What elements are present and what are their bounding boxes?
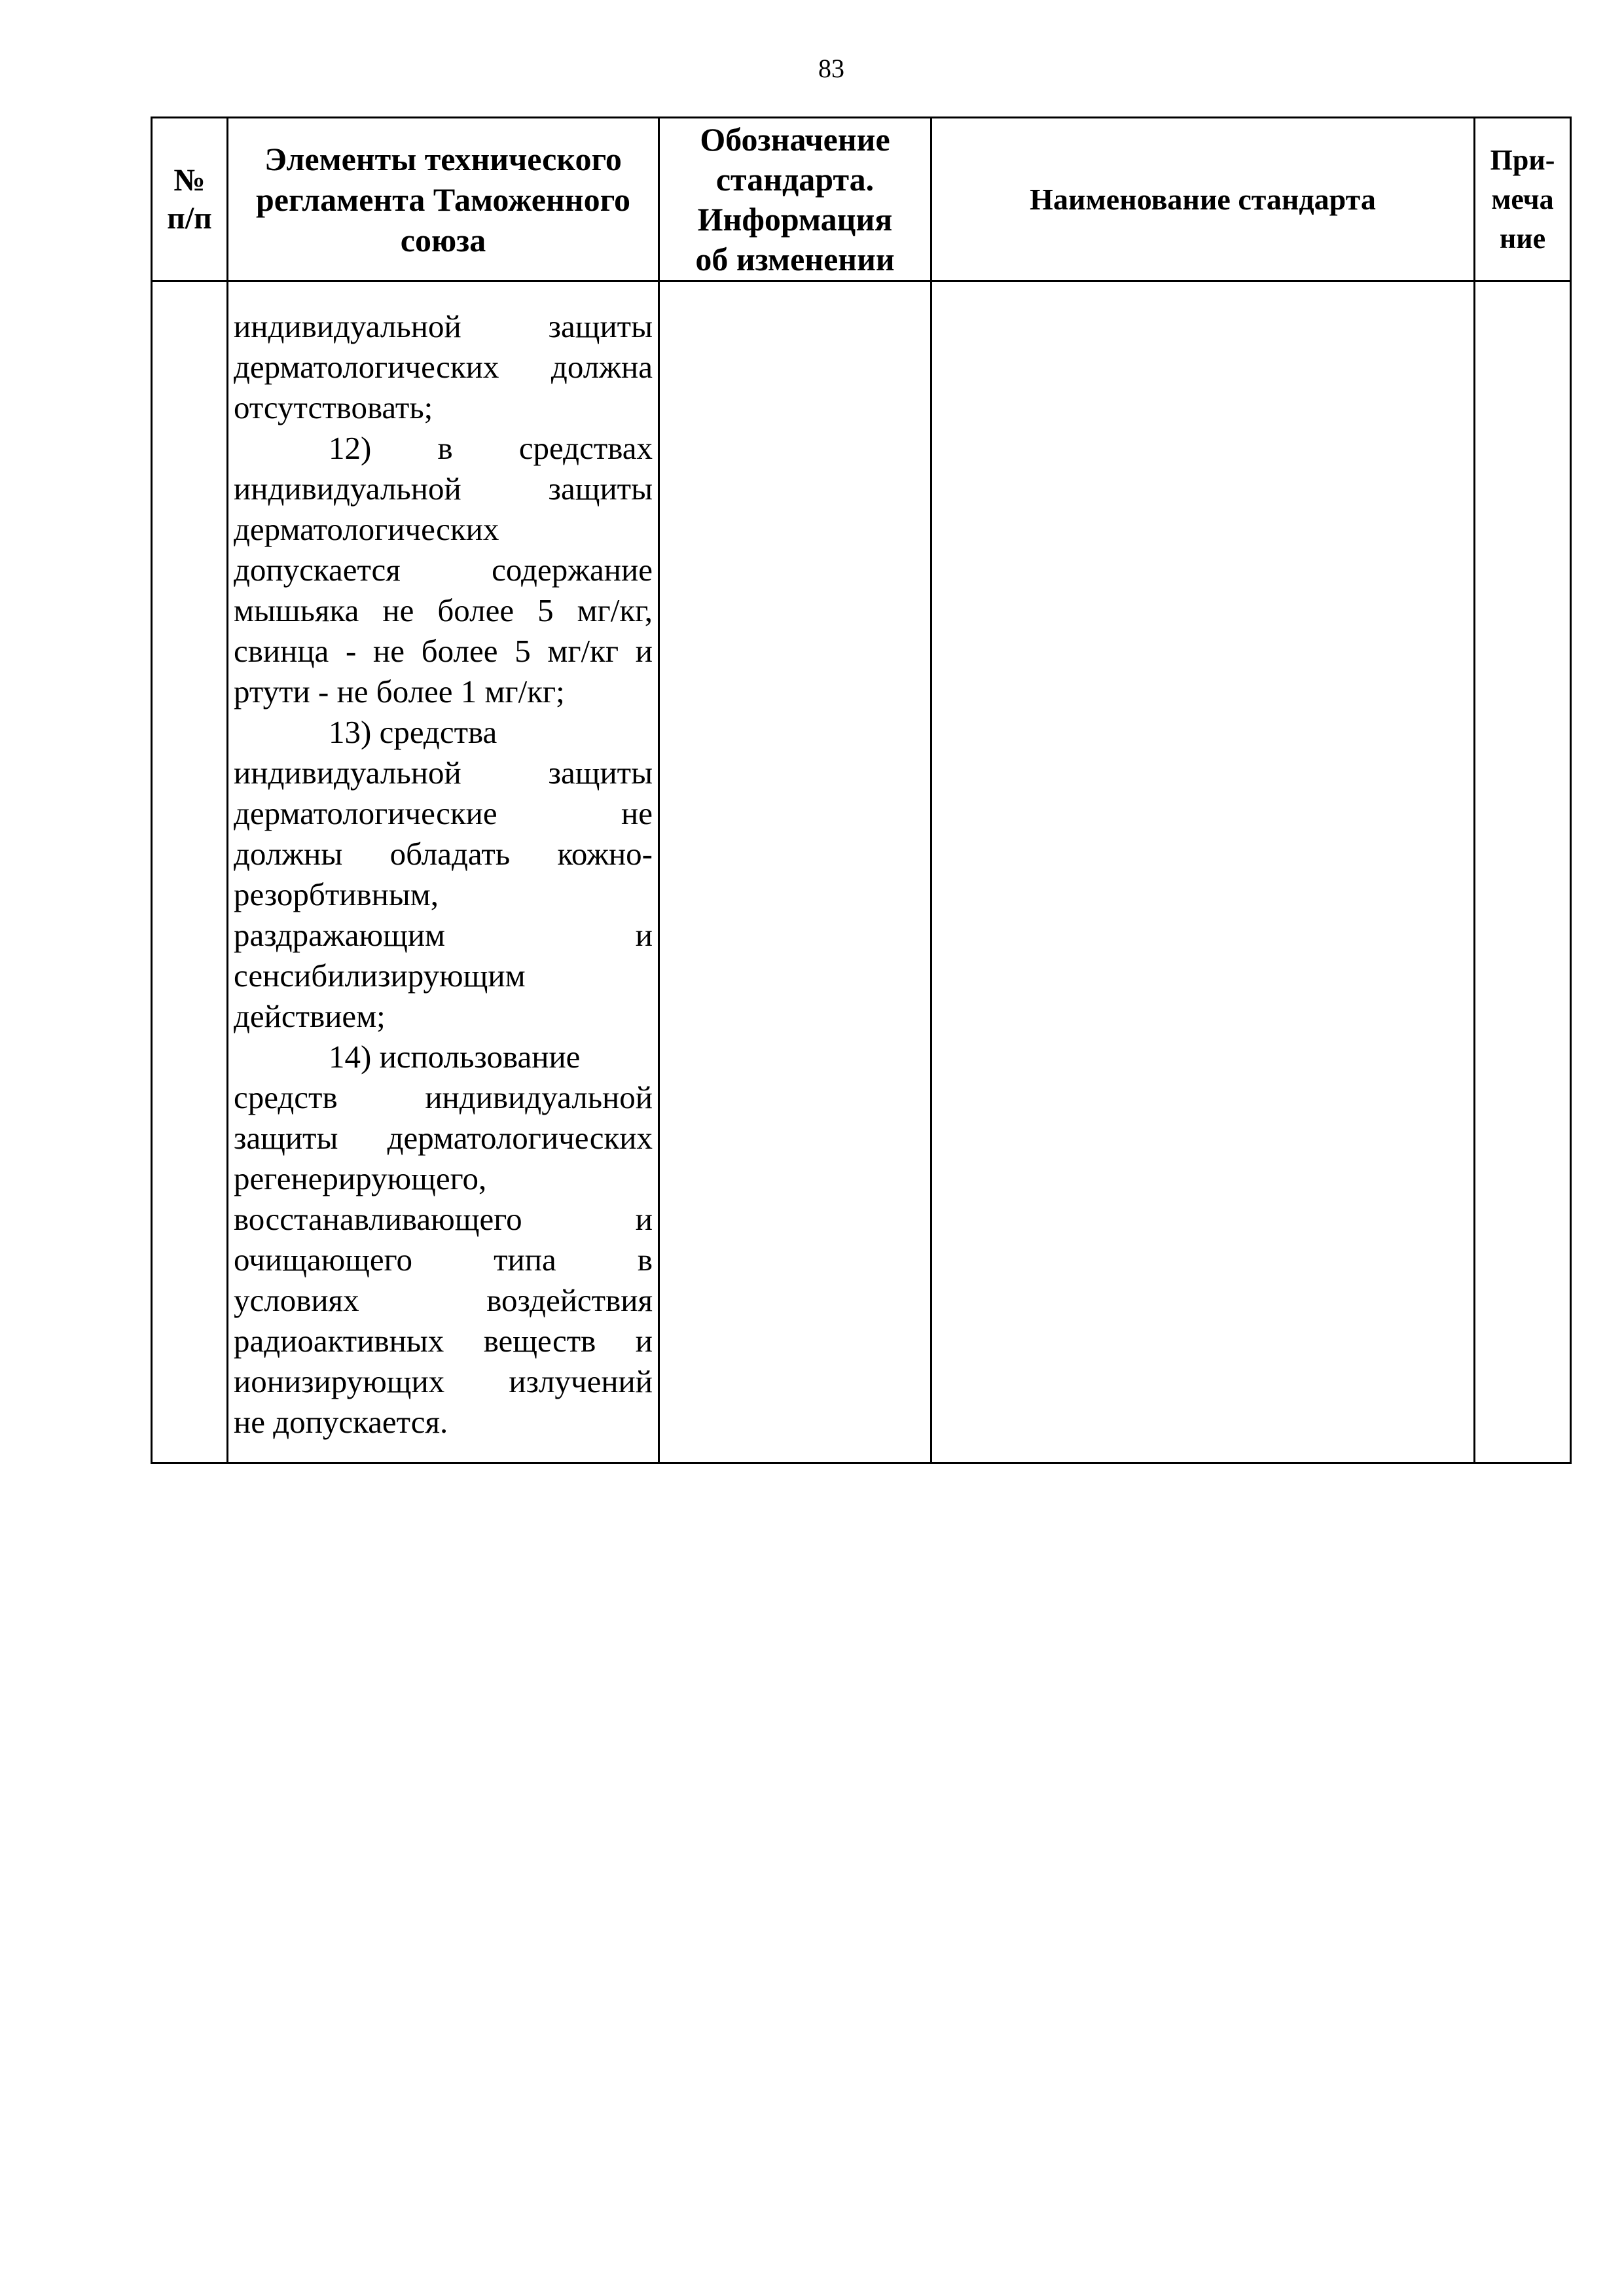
standards-table	[151, 117, 1572, 1464]
table-row	[152, 281, 1571, 1463]
element-text-line: резорбтивным,	[234, 876, 439, 912]
element-text-line: раздражающим и	[234, 916, 653, 953]
element-text-line: отсутствовать;	[234, 389, 433, 425]
header-standard-name-text: Наименование стандарта	[1030, 182, 1376, 216]
header-num-line: №	[173, 162, 206, 198]
element-text-line: должны обладать кожно-	[234, 835, 653, 872]
element-text-line: 12) в средствах	[329, 429, 653, 466]
element-text-line: ионизирующих излучений	[234, 1363, 653, 1399]
cell-standard-name	[931, 281, 1475, 1463]
element-text-line: индивидуальной защиты	[234, 470, 653, 507]
element-text-line: ртути - не более 1 мг/кг;	[234, 673, 565, 709]
cell-elements	[228, 281, 659, 1463]
element-text-line: сенсибилизирующим	[234, 957, 526, 994]
element-text-line: дерматологических должна	[234, 348, 653, 385]
table-header-row	[152, 118, 1571, 281]
element-text-line: регенерирующего,	[234, 1160, 487, 1196]
header-elements-line: союза	[400, 221, 486, 259]
header-designation-line: стандарта.	[715, 160, 875, 198]
element-text-line: 14) использование	[329, 1038, 581, 1075]
header-designation	[659, 118, 931, 281]
header-designation-line: Информация	[697, 200, 893, 238]
element-text-line: не допускается.	[234, 1403, 448, 1440]
element-text-line: индивидуальной защиты	[234, 308, 653, 344]
cell-designation	[659, 281, 931, 1463]
element-text-line: дерматологических	[234, 511, 499, 547]
element-text-line: свинца - не более 5 мг/кг и	[234, 632, 653, 669]
header-elements	[228, 118, 659, 281]
header-num	[152, 118, 228, 281]
element-text-line: мышьяка не более 5 мг/кг,	[234, 592, 653, 628]
element-text-line: действием;	[234, 997, 386, 1034]
header-designation-line: об изменении	[695, 240, 895, 278]
header-note-line: ние	[1499, 222, 1546, 255]
element-text-line: индивидуальной защиты	[234, 754, 653, 791]
header-standard-name	[931, 118, 1475, 281]
page-number: 83	[818, 54, 844, 83]
element-text-line: защиты дерматологических	[234, 1119, 653, 1156]
element-text-line: средств индивидуальной	[234, 1079, 653, 1115]
element-text-line: 13) средства	[329, 713, 497, 750]
header-elements-line: Элементы технического	[264, 140, 622, 177]
header-num-line: п/п	[167, 200, 212, 236]
element-text-line: допускается содержание	[234, 551, 653, 588]
element-text-line: восстанавливающего и	[234, 1200, 653, 1237]
element-text-line: дерматологические не	[234, 795, 653, 831]
element-text-line: радиоактивных веществ и	[234, 1322, 653, 1359]
elements-text	[228, 302, 658, 1443]
header-note-line: меча	[1491, 183, 1554, 215]
header-note-line: При-	[1490, 143, 1555, 176]
cell-num	[152, 281, 228, 1463]
element-text-line: условиях воздействия	[234, 1282, 653, 1318]
header-elements-line: регламента Таможенного	[255, 181, 631, 218]
header-designation-line: Обозначение	[700, 120, 890, 158]
element-text-line: очищающего типа в	[234, 1241, 653, 1278]
header-note	[1475, 118, 1571, 281]
cell-note	[1475, 281, 1571, 1463]
